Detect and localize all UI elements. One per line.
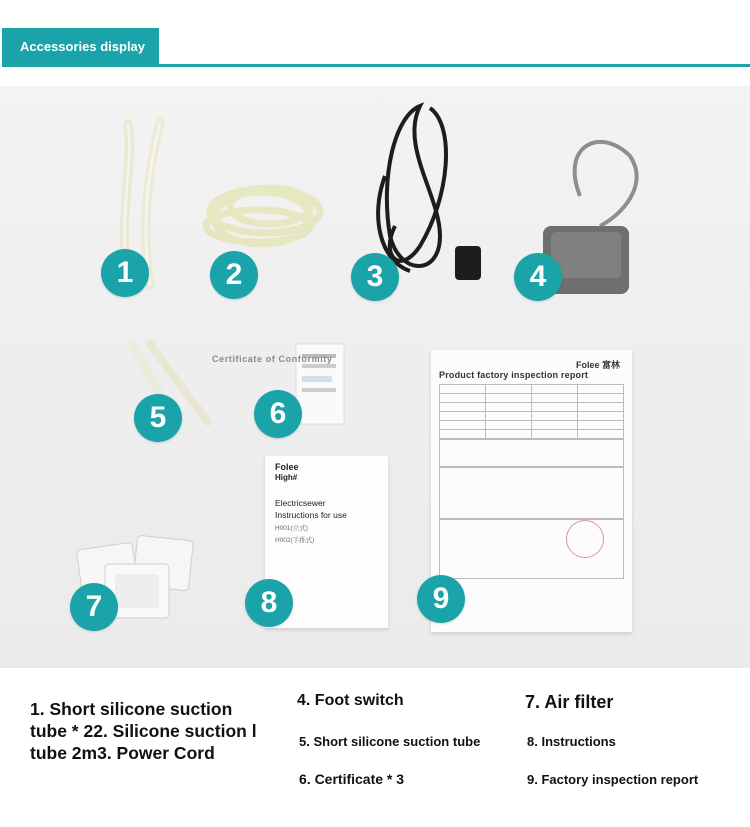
badge-6: 6: [254, 390, 302, 438]
badge-9: 9: [417, 575, 465, 623]
caption-5: 5. Short silicone suction tube: [299, 734, 481, 749]
certificate-photo-label: Certificate of Conformity: [212, 354, 333, 364]
manual-model: High#: [275, 473, 298, 482]
badge-4: 4: [514, 253, 562, 301]
power-plug: [455, 246, 481, 280]
badge-8: 8: [245, 579, 293, 627]
manual-title-line1: Electricsewer: [275, 498, 326, 508]
report-section-b: [439, 467, 624, 519]
badge-1: 1: [101, 249, 149, 297]
caption-9: 9. Factory inspection report: [527, 772, 699, 787]
report-stamp: [566, 520, 604, 558]
report-title: Product factory inspection report: [439, 370, 589, 380]
report-brand: Folee 富林: [575, 360, 620, 370]
caption-1-2-3: 1. Short silicone suction tube * 22. Silicone suction l tube 2m3. Power Cord: [30, 699, 257, 763]
product-photo: [0, 86, 750, 668]
report-section-a: [439, 439, 624, 467]
report-table: [439, 384, 624, 439]
caption-4: 4. Foot switch: [297, 692, 404, 709]
caption-8: 8. Instructions: [527, 734, 616, 749]
caption-7: 7. Air filter: [525, 692, 614, 712]
badge-2: 2: [210, 251, 258, 299]
coiled-tube: [206, 188, 320, 244]
header-divider: [2, 64, 750, 67]
manual-model-line1: H001(立式): [275, 525, 308, 532]
manual-title-line2: Instructions for use: [275, 510, 347, 520]
caption-6: 6. Certificate * 3: [299, 771, 405, 787]
power-cord: [378, 106, 446, 271]
header-title: Accessories display: [20, 38, 146, 54]
manual-model-line2: H002(手推式): [275, 537, 315, 544]
manual-brand: Folee: [275, 462, 299, 472]
header-tab: [2, 28, 159, 64]
badge-7: 7: [70, 583, 118, 631]
badge-5: 5: [134, 394, 182, 442]
badge-3: 3: [351, 253, 399, 301]
